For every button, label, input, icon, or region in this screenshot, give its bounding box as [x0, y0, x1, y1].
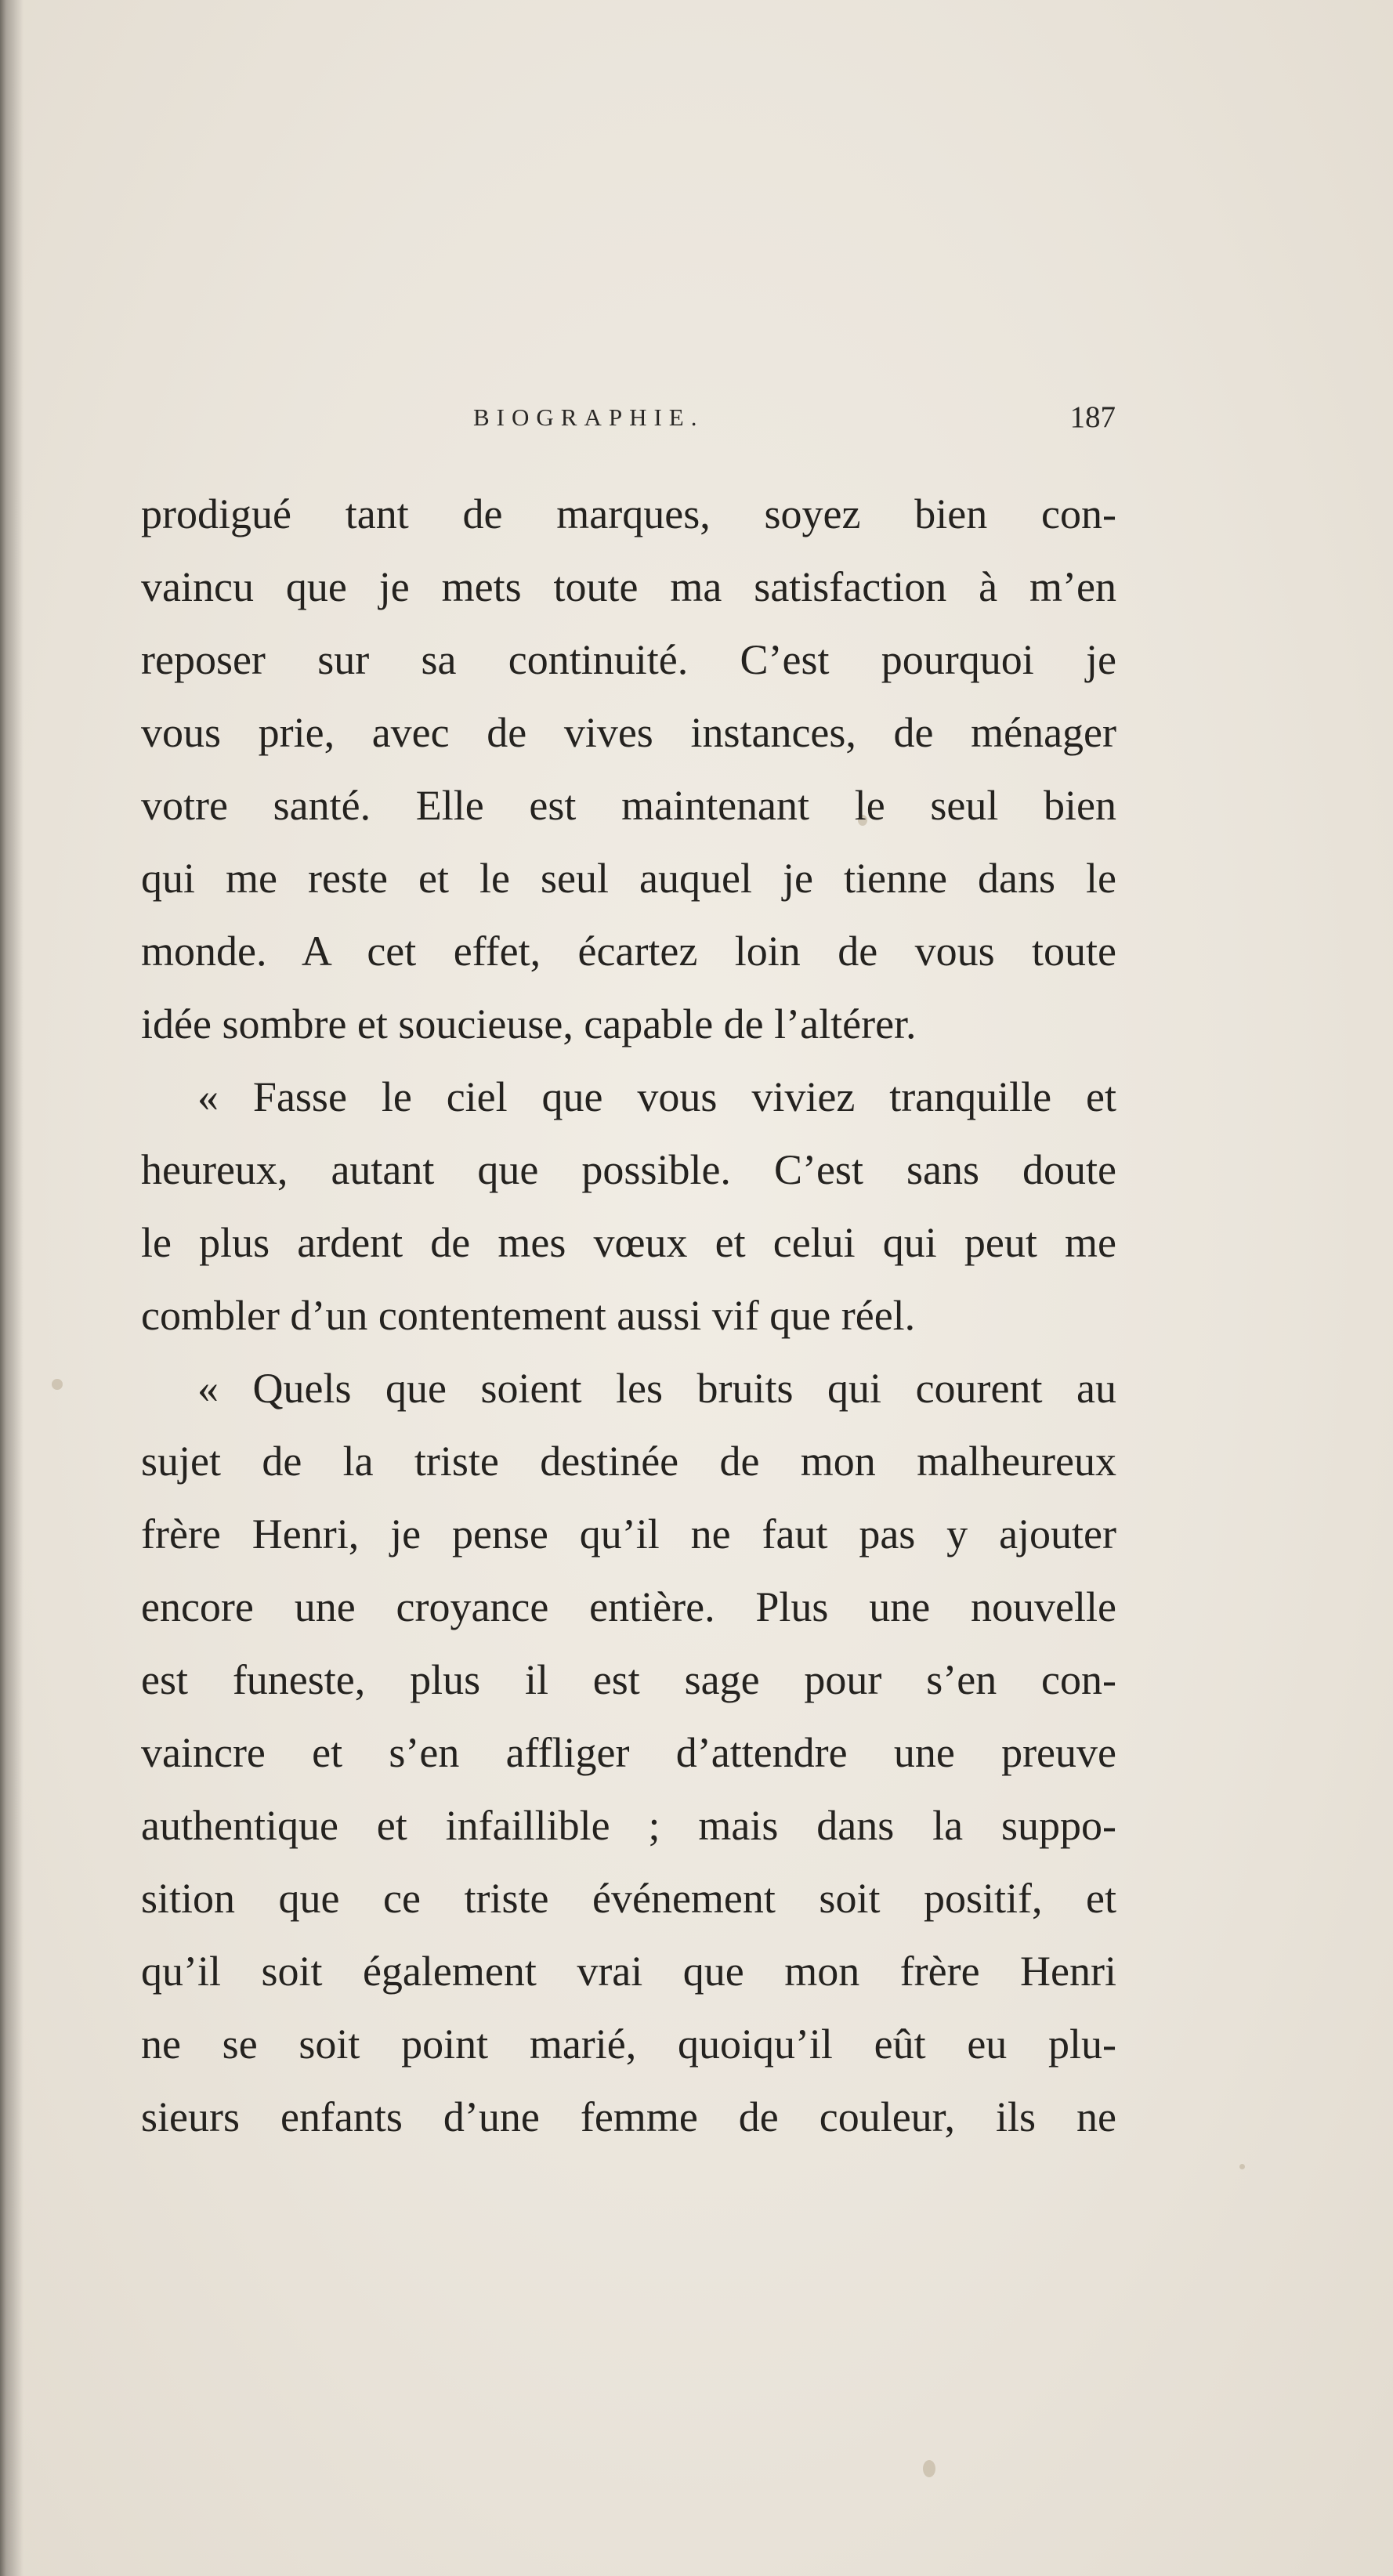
text-line: prodigué tant de marques, soyez bien con-: [141, 490, 1116, 537]
text-line: ne se soit point marié, quoiqu’il eût eu plu-: [141, 2021, 1116, 2068]
text-line: « Quels que soient les bruits qui courent au: [197, 1365, 1116, 1412]
text-line: reposer sur sa continuité. C’est pourquoi je: [141, 636, 1116, 683]
text-line: sition que ce triste événement soit positif, et: [141, 1875, 1116, 1922]
text-line: vous prie, avec de vives instances, de ménager: [141, 709, 1116, 756]
text-line: est funeste, plus il est sage pour s’en con-: [141, 1656, 1116, 1703]
running-head: [473, 394, 1116, 441]
spine-shadow: [0, 0, 24, 2576]
text-line: votre santé. Elle est maintenant le seul bien: [141, 782, 1116, 829]
text-line: le plus ardent de mes vœux et celui qui peut me: [141, 1219, 1116, 1266]
text-line: combler d’un contentement aussi vif que réel.: [141, 1292, 916, 1339]
text-line: authentique et infaillible ; mais dans la suppo-: [141, 1802, 1116, 1849]
text-line: sujet de la triste destinée de mon malheureux: [141, 1438, 1116, 1485]
body-text: [141, 478, 1116, 2154]
page-number: 187: [1069, 400, 1116, 434]
text-line: qu’il soit également vrai que mon frère Henri: [141, 1948, 1116, 1995]
paper-speck: [52, 1379, 63, 1390]
text-line: qui me reste et le seul auquel je tienne dans le: [141, 855, 1116, 902]
text-line: vaincu que je mets toute ma satisfaction à m’en: [141, 563, 1116, 610]
text-line: monde. A cet effet, écartez loin de vous toute: [141, 928, 1116, 975]
paper-speck: [1239, 2164, 1245, 2169]
text-line: idée sombre et soucieuse, capable de l’altérer.: [141, 1000, 917, 1047]
text-line: « Fasse le ciel que vous viviez tranquille et: [197, 1073, 1116, 1120]
running-title: BIOGRAPHIE.: [473, 403, 704, 431]
text-line: frère Henri, je pense qu’il ne faut pas y ajouter: [141, 1511, 1116, 1558]
text-line: encore une croyance entière. Plus une nouvelle: [141, 1583, 1116, 1630]
paper-speck: [923, 2460, 935, 2477]
text-line: sieurs enfants d’une femme de couleur, ils ne: [141, 2093, 1116, 2140]
text-line: vaincre et s’en affliger d’attendre une preuve: [141, 1729, 1116, 1776]
text-line: heureux, autant que possible. C’est sans doute: [141, 1146, 1116, 1193]
